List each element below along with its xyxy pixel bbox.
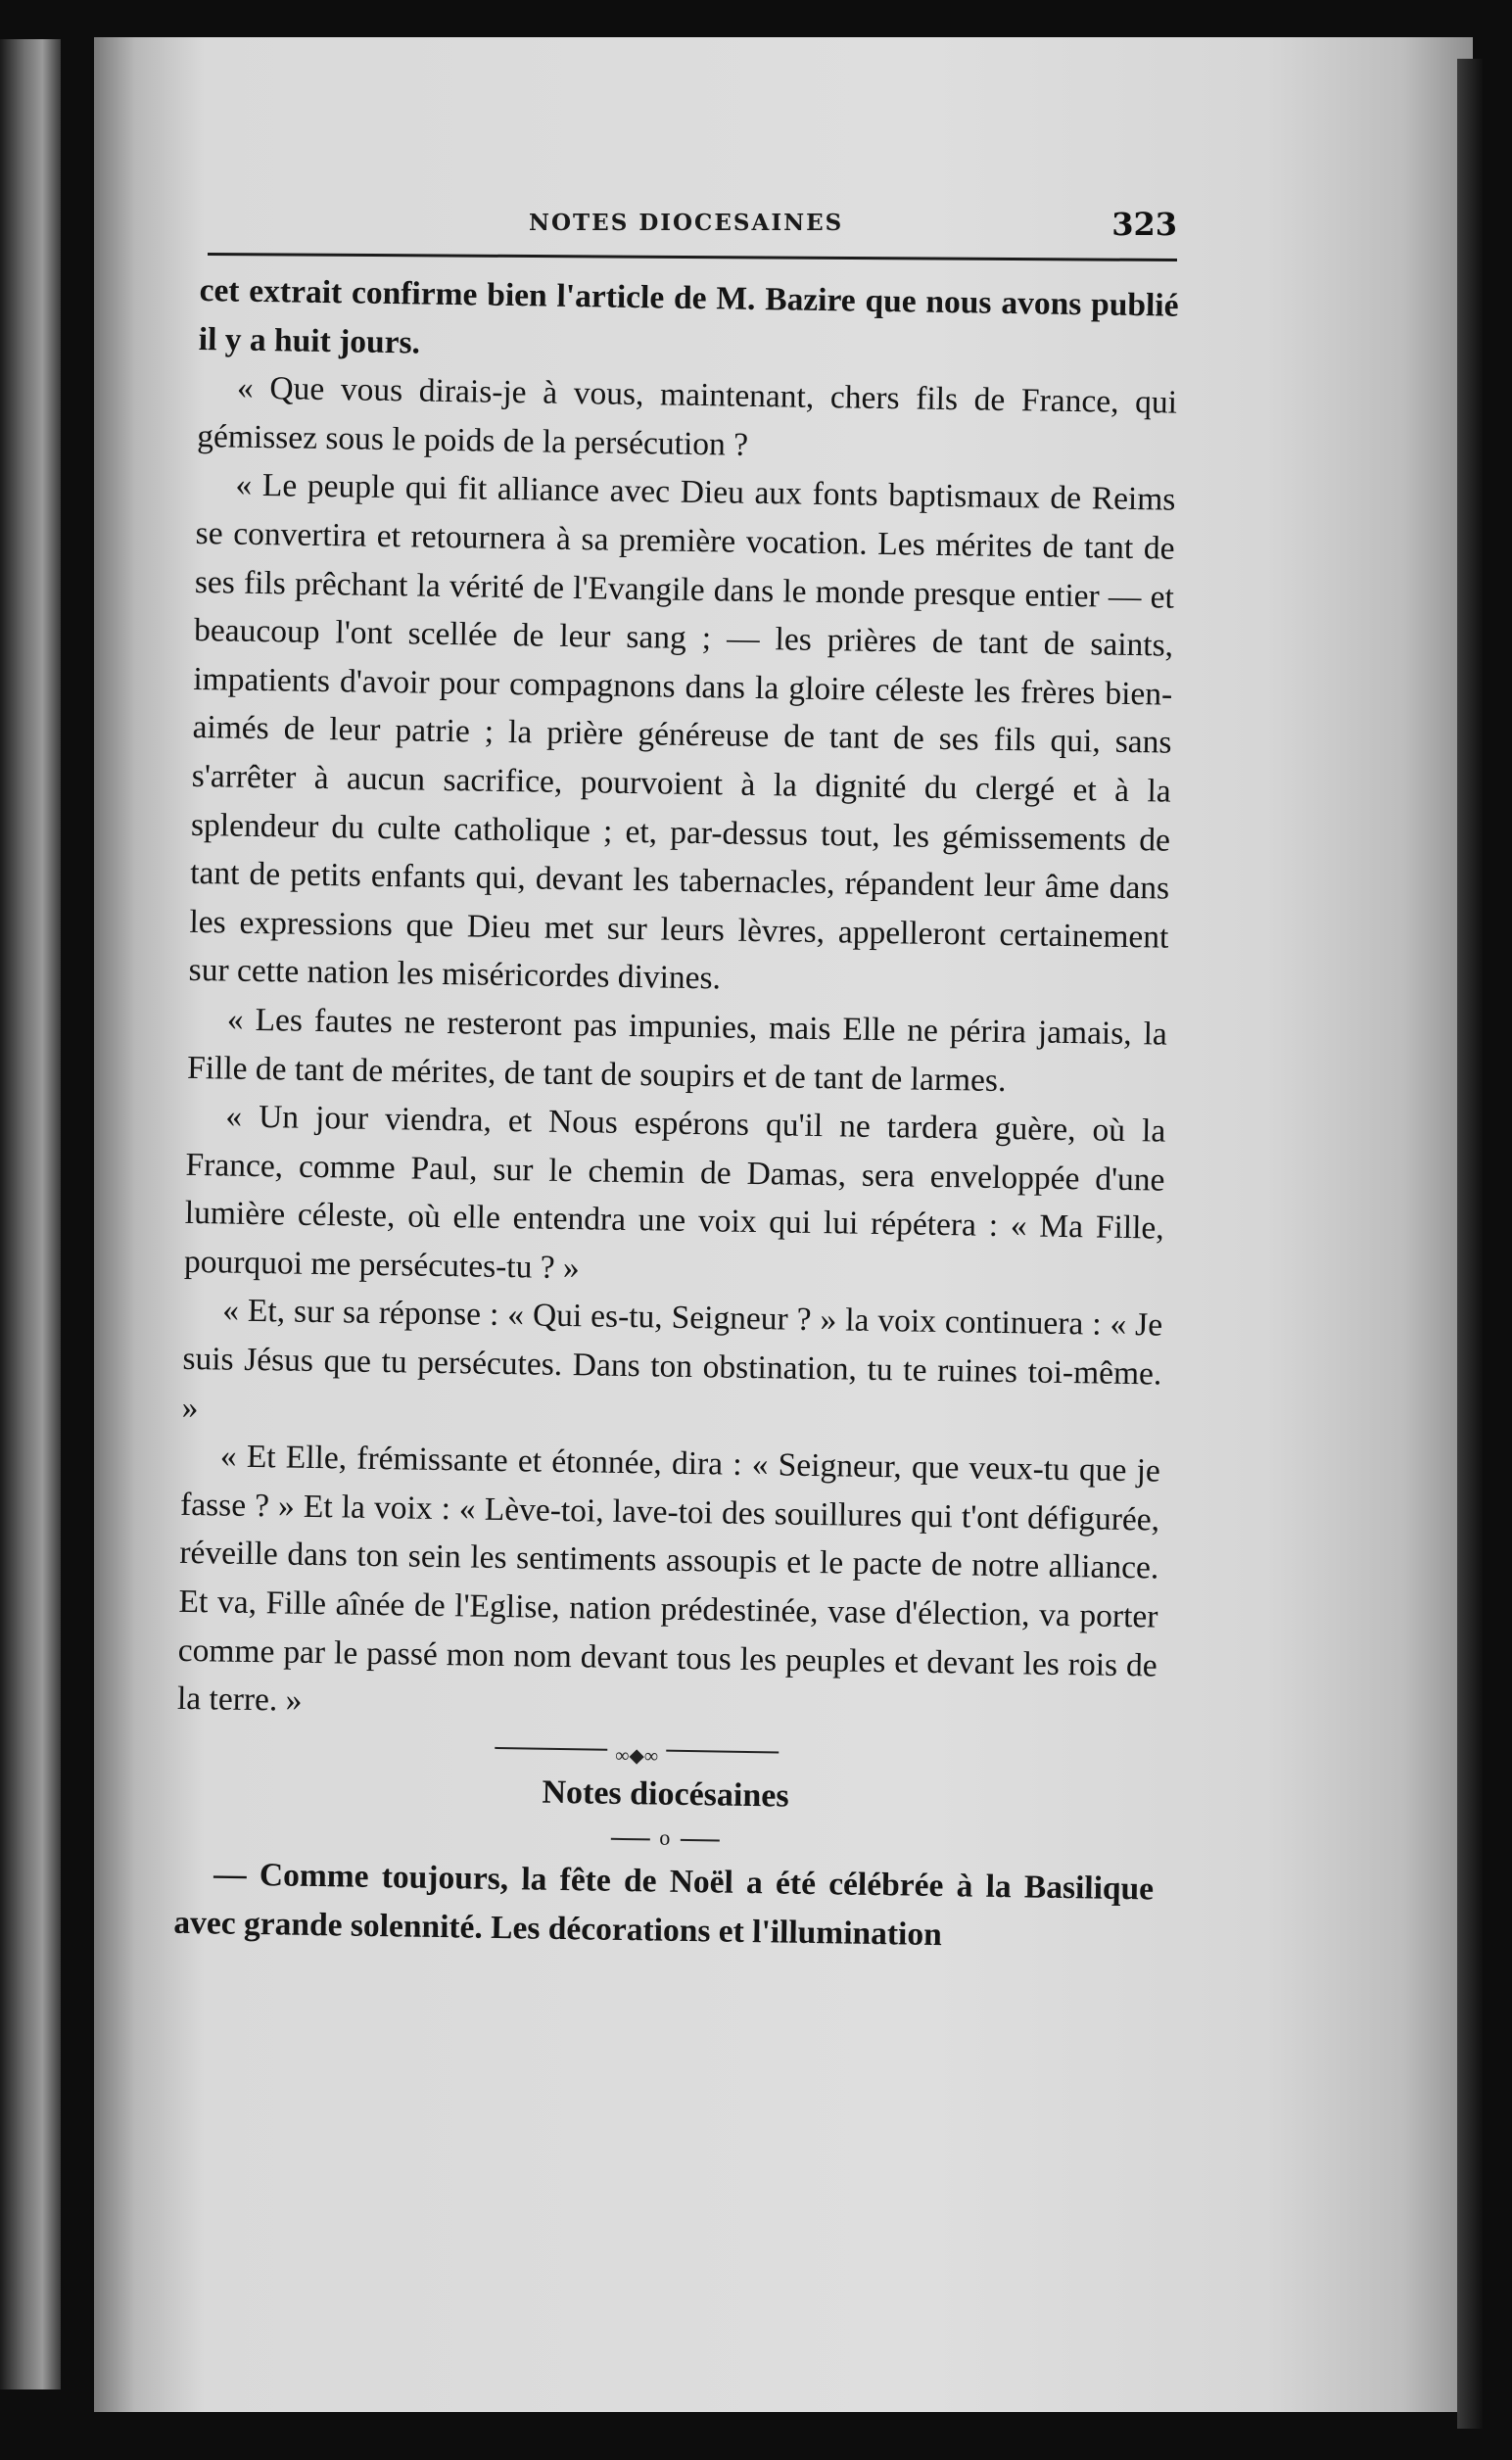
separator-line — [666, 1749, 779, 1753]
page-number: 323 — [1111, 206, 1177, 243]
separator-dash — [610, 1838, 649, 1841]
paragraph: cet extrait confirme bien l'article de M. Bazire que nous avons publié il y a huit jours. — [198, 271, 1179, 361]
paragraph: « Que vous dirais-je à vous, maintenant, chers fils de France, qui gémissez sous le poids de la persécution ? — [196, 369, 1178, 463]
paragraph: « Et, sur sa réponse : « Qui es-tu, Seigneur ? » la voix continuera : « Je suis Jésus que tu persécutes. Dans ton obstination, tu te ruines toi-même. » — [181, 1292, 1163, 1426]
paragraph: « Et Elle, frémissante et étonnée, dira : « Seigneur, que veux-tu que je fasse ? » Et la voix : « Lève-toi, lave-toi des souillures qui t'ont défigurée, réveille dans ton sein les sentiments assoupis et le pacte de notre alliance. Et va, Fille aînée de l'Eglise, nation prédestinée, vase d'élection, va porter comme par le passé mon nom devant tous les peuples et devant les rois de la terre. » — [176, 1438, 1161, 1720]
paragraph: « Un jour viendra, et Nous espérons qu'il ne tardera guère, où la France, comme Paul, sur le chemin de Damas, sera enveloppée d'une lumière céleste, où elle entendra une voix qui lui répétera : « Ma Fille, pourquoi me persécutes-tu ? » — [183, 1098, 1166, 1287]
body-text — [173, 266, 1179, 1963]
separator-mark: o — [659, 1824, 671, 1851]
ornamental-separator — [495, 1736, 779, 1768]
separator-line — [495, 1747, 607, 1751]
left-page-edge — [0, 39, 61, 2389]
paragraph: — Comme toujours, la fête de Noël a été célébrée à la Basilique avec grande solennité. Les décorations et l'illumination — [173, 1856, 1155, 1954]
ornament-icon: ∞◆∞ — [615, 1744, 659, 1768]
separator-dash — [680, 1839, 719, 1842]
page-header — [208, 202, 1177, 241]
running-head: NOTES DIOCESAINES — [529, 210, 844, 236]
page-shadow — [1457, 59, 1483, 2429]
paragraph: « Le peuple qui fit alliance avec Dieu aux fonts baptismaux de Reims se convertira et retournera à sa première vocation. Les mérites de tant de ses fils prêchant la vérité de l'Evangile dans le monde presque entier — et beaucoup l'ont scellée de leur sang ; — les prières de tant de saints, impatients d'avoir pour compagnons dans la gloire céleste les frères bien-aimés de leur patrie ; la prière généreuse de tant de ses fils qui, sans s'arrêter à aucun sacrifice, pourvoient à la dignité du clergé et à la splendeur du culte catholique ; et, par-dessus tout, les gémissements de tant de petits enfants qui, devant les tabernacles, répandent leur âme dans les expressions que Dieu met sur leurs lèvres, appelleront certainement sur cette nation les miséricordes divines. — [188, 466, 1176, 997]
section-title: Notes diocésaines — [542, 1774, 789, 1815]
paragraph: « Les fautes ne resteront pas impunies, mais Elle ne périra jamais, la Fille de tant de mérites, de tant de soupirs et de tant de larmes. — [186, 1001, 1168, 1099]
